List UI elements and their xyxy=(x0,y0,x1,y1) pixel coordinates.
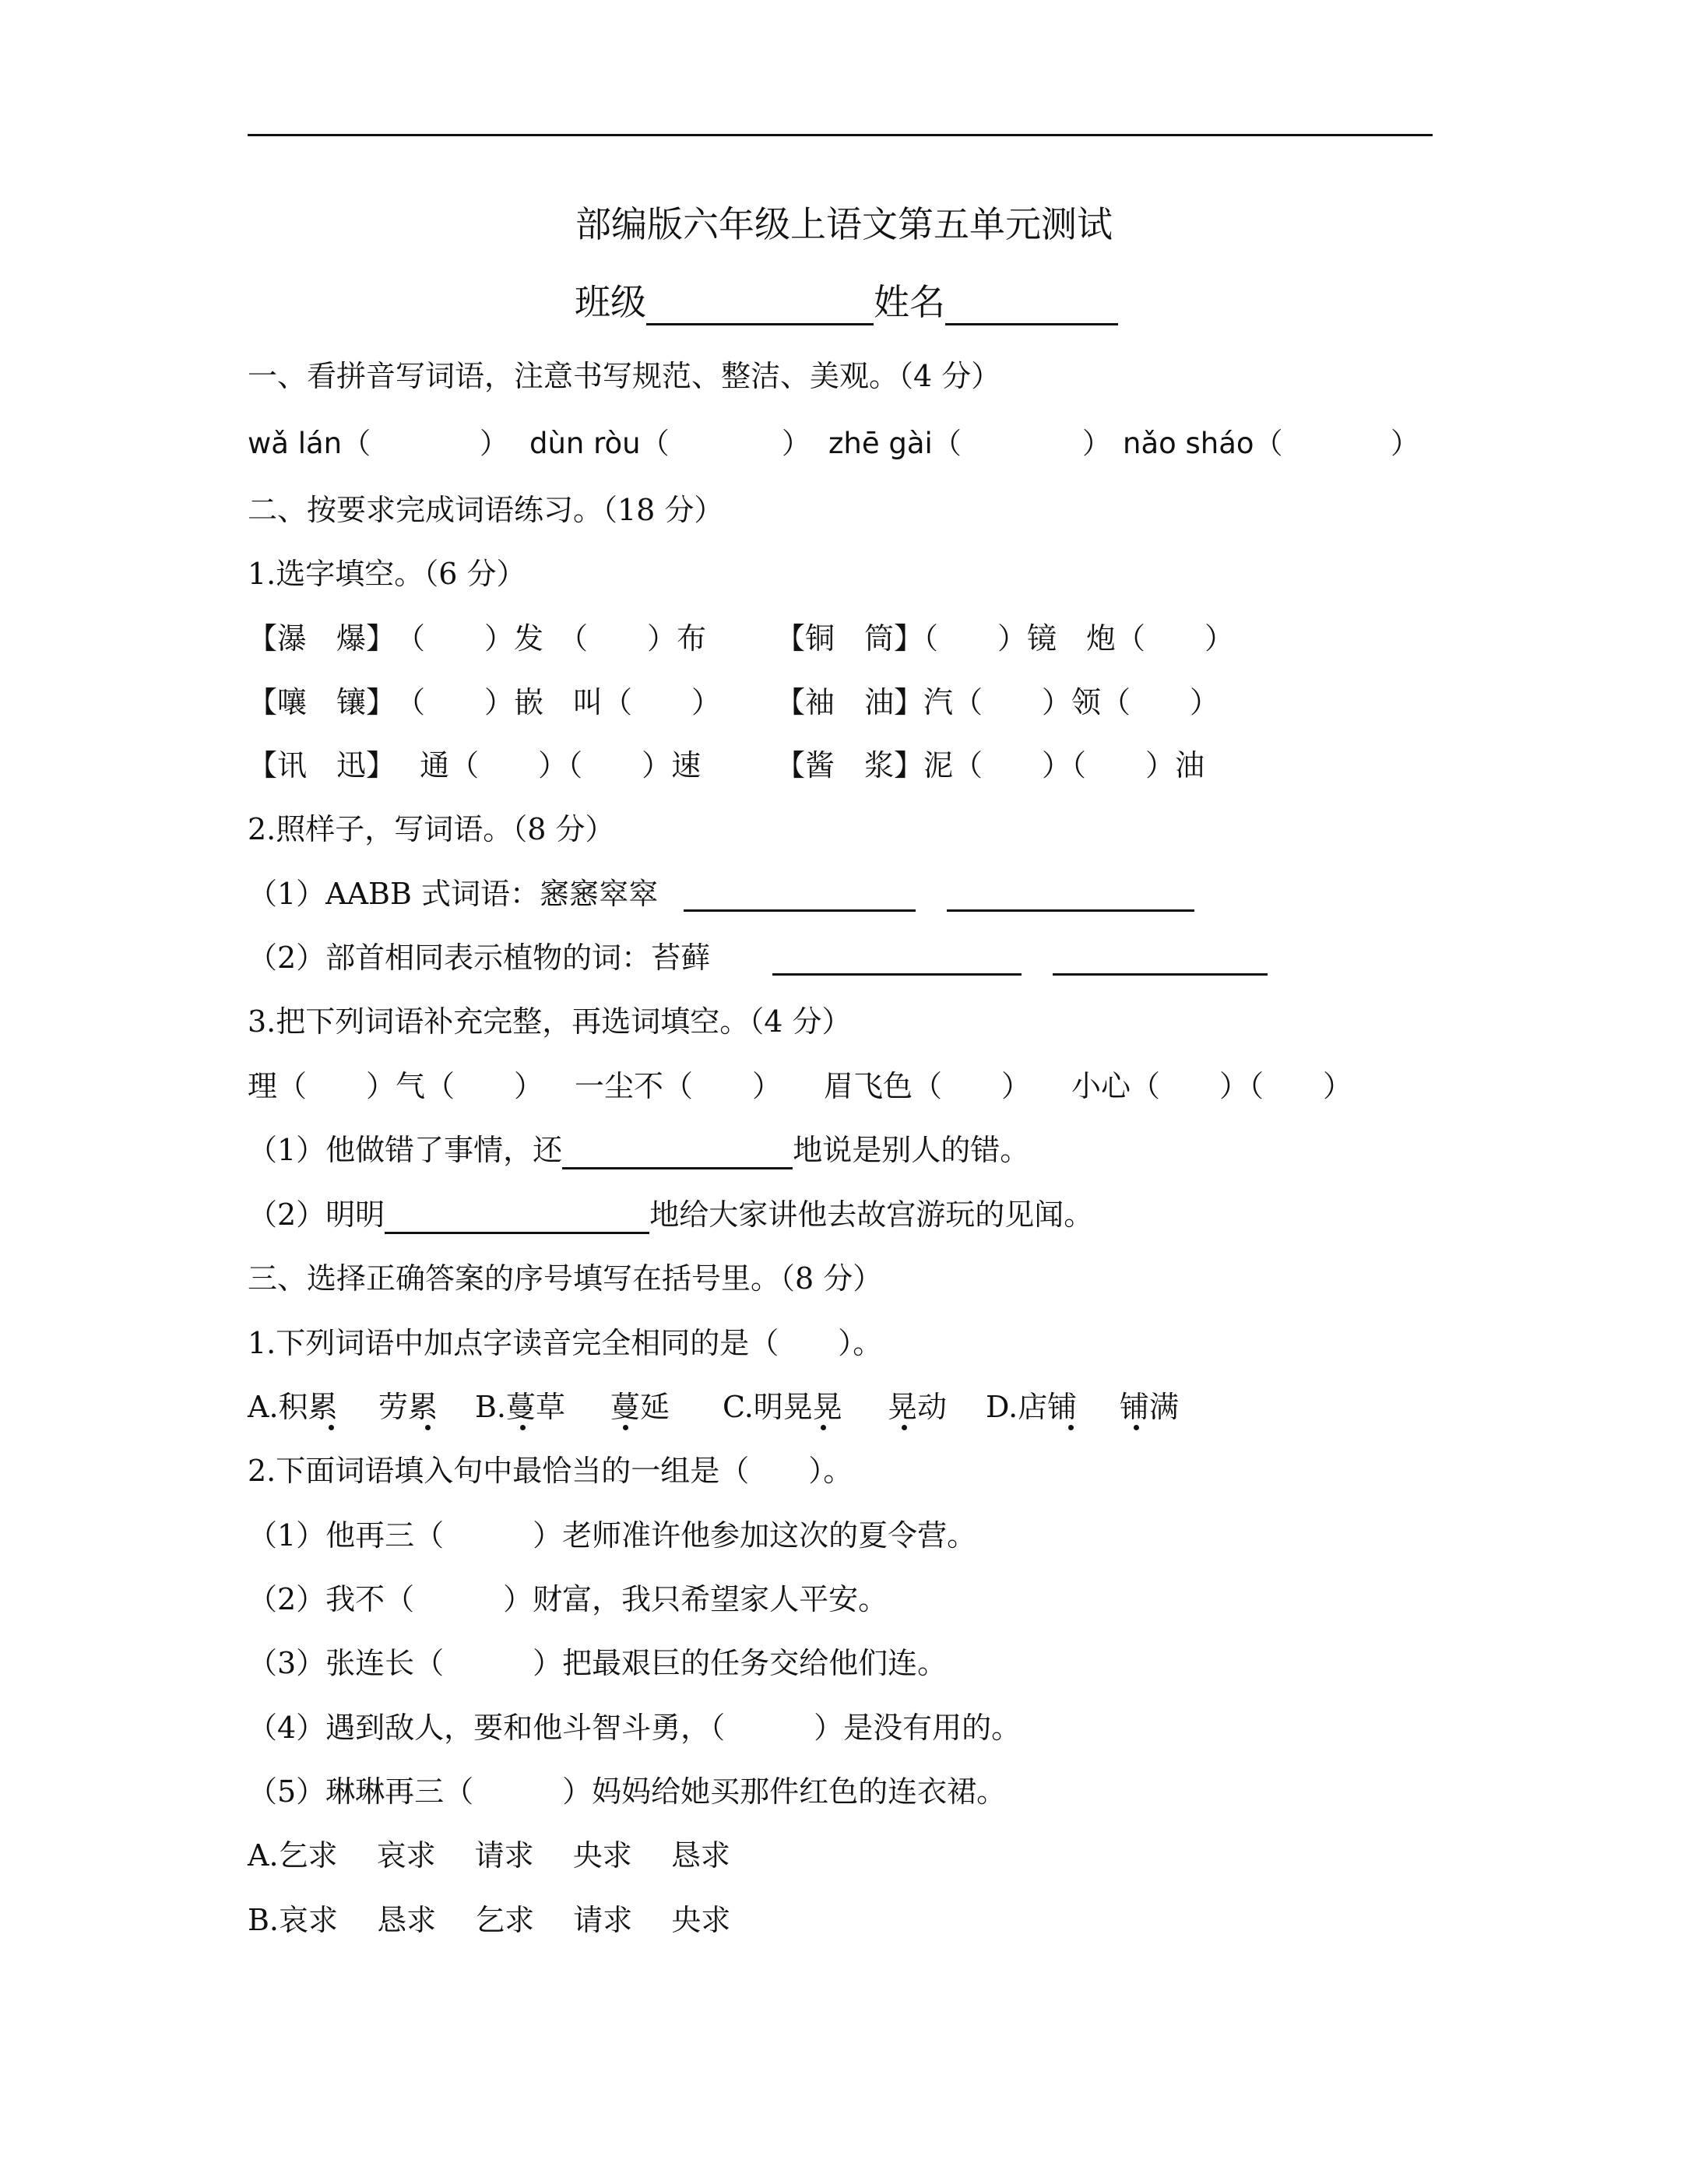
page-title: 部编版六年级上语文第五单元测试 xyxy=(575,203,1113,245)
answer-choice-b: B.哀求 恳求 乞求 请求 央求 xyxy=(248,1903,731,1937)
emphasis-dot xyxy=(623,1425,628,1430)
option-c: C.明晃晃 xyxy=(723,1390,842,1424)
select-row-3-left: 【讯 迅】 通（ ）（ ）速 xyxy=(248,748,702,783)
pinyin-item-2-close: ） xyxy=(782,427,811,460)
choice-sentence-3: （3）张连长（ ）把最艰巨的任务交给他们连。 xyxy=(248,1646,948,1680)
emphasis-dot xyxy=(520,1425,526,1430)
fill-sentence-2 xyxy=(248,1195,1093,1234)
radical-answer-1[interactable] xyxy=(772,973,1022,976)
fill-sentence-2-start: （2）明明 xyxy=(248,1198,385,1232)
select-row-1-left: 【瀑 爆】 （ ）发 （ ）布 xyxy=(248,621,707,656)
q2-s1-heading: 1.选字填空。（6 分） xyxy=(248,557,526,591)
select-row-1-right: 【铜 筒】（ ）镜 炮（ ） xyxy=(775,621,1235,656)
emphasis-dot xyxy=(425,1425,431,1430)
option-a: A.积累 xyxy=(248,1390,338,1424)
pinyin-item-1-close: ） xyxy=(480,427,508,460)
pinyin-item-2: dùn ròu（ xyxy=(529,427,670,460)
name-label: 姓名 xyxy=(874,281,945,323)
pinyin-item-1: wǎ lán（ xyxy=(248,427,371,460)
aabb-prompt: （1）AABB 式词语：窸窸窣窣 xyxy=(248,877,658,911)
q1-heading: 一、看拼音写词语，注意书写规范、整洁、美观。（4 分） xyxy=(248,359,1001,393)
name-blank[interactable] xyxy=(945,289,1118,325)
q3-s2-heading: 2.下面词语填入句中最恰当的一组是（ ）。 xyxy=(248,1454,853,1488)
fill-sentence-2-end: 地给大家讲他去故宫游玩的见闻。 xyxy=(649,1198,1094,1232)
idiom-1: 理（ ）气（ ） xyxy=(248,1069,544,1103)
choice-sentence-1: （1）他再三（ ）老师准许他参加这次的夏令营。 xyxy=(248,1518,977,1553)
fill-sentence-1 xyxy=(248,1131,1029,1169)
emphasis-dot xyxy=(902,1425,907,1430)
option-c-word2: 晃动 xyxy=(888,1390,948,1424)
pinyin-item-3-close: ） xyxy=(1082,427,1111,460)
q2-heading: 二、按要求完成词语练习。（18 分） xyxy=(248,493,724,527)
select-row-2-right: 【袖 油】汽（ ）领（ ） xyxy=(775,685,1220,719)
student-info-line xyxy=(575,279,1118,325)
option-b-word2: 蔓延 xyxy=(610,1390,670,1424)
option-a-word2: 劳累 xyxy=(378,1390,438,1424)
q3-s1-heading: 1.下列词语中加点字读音完全相同的是（ ）。 xyxy=(248,1326,883,1360)
pinyin-item-4-close: ） xyxy=(1391,427,1419,460)
emphasis-dot xyxy=(821,1425,826,1430)
emphasis-dot xyxy=(1068,1425,1074,1430)
fill-sentence-1-end: 地说是别人的错。 xyxy=(793,1133,1030,1167)
choice-sentence-4: （4）遇到敌人，要和他斗智斗勇，（ ）是没有用的。 xyxy=(248,1711,1022,1745)
option-d-word2: 铺满 xyxy=(1120,1390,1180,1424)
emphasis-dot xyxy=(329,1425,334,1430)
fill-sentence-1-blank[interactable] xyxy=(562,1133,793,1169)
class-blank[interactable] xyxy=(646,289,874,325)
pinyin-item-4: nǎo sháo（ xyxy=(1123,427,1283,460)
q3-heading: 三、选择正确答案的序号填写在括号里。（8 分） xyxy=(248,1261,883,1296)
class-label: 班级 xyxy=(575,281,646,323)
top-rule xyxy=(248,134,1433,136)
q2-s2-heading: 2.照样子，写词语。（8 分） xyxy=(248,812,615,846)
aabb-answer-2[interactable] xyxy=(947,909,1194,912)
aabb-answer-1[interactable] xyxy=(684,909,916,912)
fill-sentence-1-start: （1）他做错了事情，还 xyxy=(248,1133,563,1167)
option-d: D.店铺 xyxy=(986,1390,1078,1424)
answer-choice-a: A.乞求 哀求 请求 央求 恳求 xyxy=(248,1838,730,1873)
idiom-2: 一尘不（ ） xyxy=(575,1069,782,1103)
select-row-2-left: 【嚷 镶】 （ ）嵌 叫（ ） xyxy=(248,685,722,719)
option-b: B.蔓草 xyxy=(475,1390,566,1424)
radical-answer-2[interactable] xyxy=(1053,973,1268,976)
q2-s3-heading: 3.把下列词语补充完整，再选词填空。（4 分） xyxy=(248,1004,852,1039)
fill-sentence-2-blank[interactable] xyxy=(385,1198,649,1234)
emphasis-dot xyxy=(1134,1425,1139,1430)
idiom-4: 小心（ ）（ ） xyxy=(1071,1069,1353,1103)
select-row-3-right: 【酱 浆】泥（ ）（ ）油 xyxy=(775,748,1205,783)
choice-sentence-2: （2）我不（ ）财富，我只希望家人平安。 xyxy=(248,1582,888,1616)
idiom-3: 眉飞色（ ） xyxy=(824,1069,1032,1103)
choice-sentence-5: （5）琳琳再三（ ）妈妈给她买那件红色的连衣裙。 xyxy=(248,1774,1007,1809)
radical-prompt: （2）部首相同表示植物的词：苔藓 xyxy=(248,941,711,975)
pinyin-item-3: zhē gài（ xyxy=(828,427,962,460)
